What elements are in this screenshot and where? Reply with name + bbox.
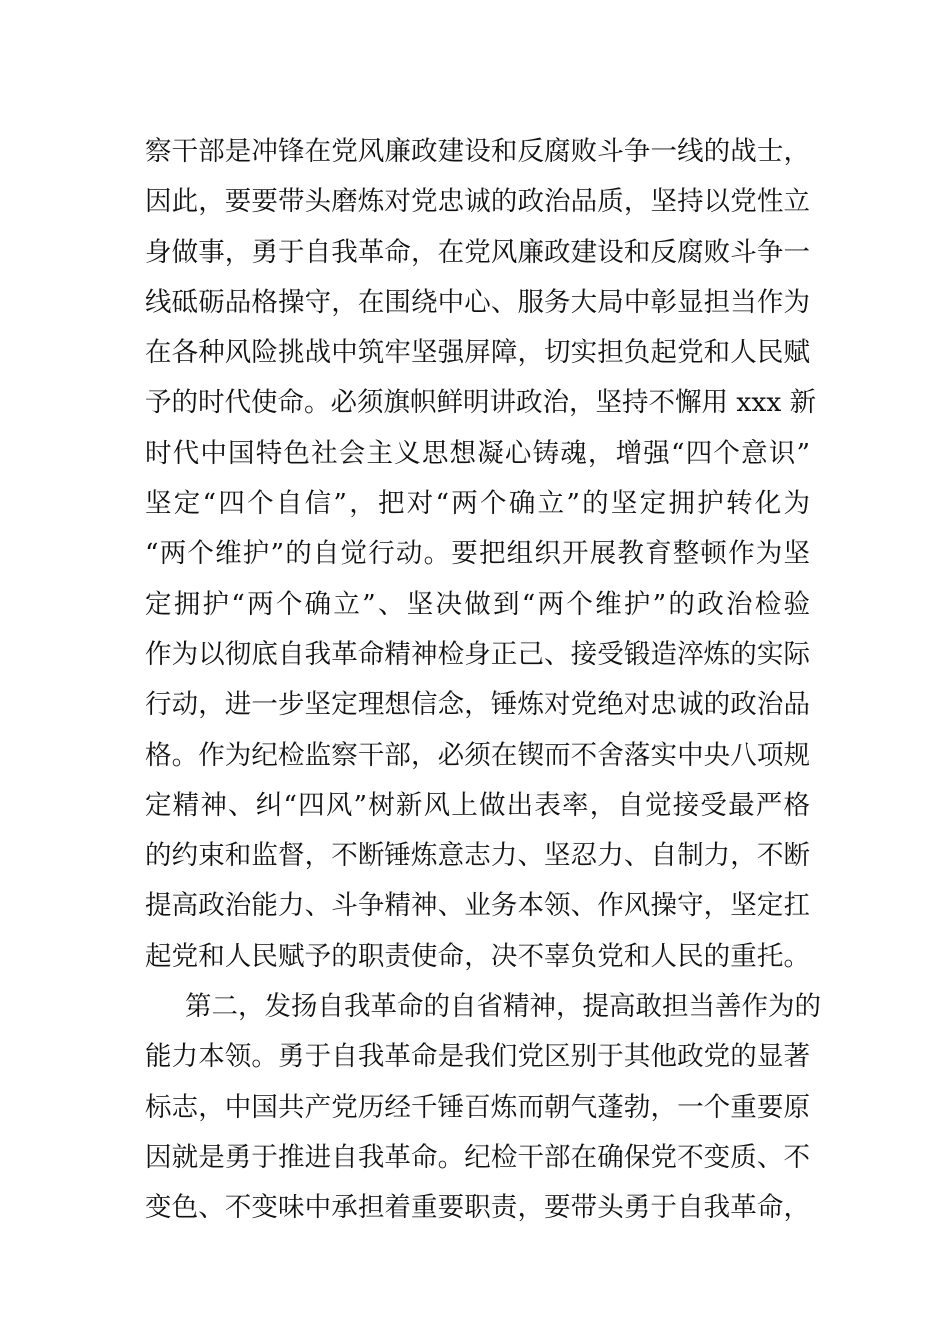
text-line: 身做事，勇于自我革命，在党风廉政建设和反腐败斗争一 (145, 236, 810, 268)
text-line: “两个维护”的自觉行动。要把组织开展教育整顿作为坚 (145, 538, 810, 570)
text-line: 因就是勇于推进自我革命。纪检干部在确保党不变质、不 (145, 1141, 810, 1173)
text-line: 变色、不变味中承担着重要职责，要带头勇于自我革命， (145, 1192, 810, 1224)
text-line: 定拥护“两个确立”、坚决做到“两个维护”的政治检验 (145, 588, 810, 620)
text-line: 能力本领。勇于自我革命是我们党区别于其他政党的显著 (145, 1041, 810, 1073)
text-line: 的约束和监督，不断锤炼意志力、坚忍力、自制力，不断 (145, 840, 810, 872)
text-line: 格。作为纪检监察干部，必须在锲而不舍落实中央八项规 (145, 739, 810, 771)
text-line: 起党和人民赋予的职责使命，决不辜负党和人民的重托。 (145, 940, 810, 972)
paragraph-start-line: 第二，发扬自我革命的自省精神，提高敢担当善作为的 (185, 991, 821, 1023)
text-line: 坚定“四个自信”，把对“两个确立”的坚定拥护转化为 (145, 488, 810, 520)
text-line: 标志，中国共产党历经千锤百炼而朝气蓬勃，一个重要原 (145, 1091, 810, 1123)
text-line: 线砥砺品格操守，在围绕中心、服务大局中彰显担当作为 (145, 286, 810, 318)
text-line: 定精神、纠“四风”树新风上做出表率，自觉接受最严格 (145, 789, 810, 821)
text-line: 予的时代使命。必须旗帜鲜明讲政治，坚持不懈用 xxx 新 (145, 387, 817, 419)
text-line: 因此，要要带头磨炼对党忠诚的政治品质，坚持以党性立 (145, 186, 810, 218)
text-line: 行动，进一步坚定理想信念，锤炼对党绝对忠诚的政治品 (145, 689, 810, 721)
body-text (145, 127, 821, 1234)
text-line: 提高政治能力、斗争精神、业务本领、作风操守，坚定扛 (145, 890, 810, 922)
text-line: 察干部是冲锋在党风廉政建设和反腐败斗争一线的战士， (145, 136, 810, 167)
text-line: 时代中国特色社会主义思想凝心铸魂，增强“四个意识” (145, 437, 810, 469)
text-line: 在各种风险挑战中筑牢坚强屏障，切实担负起党和人民赋 (145, 337, 810, 369)
text-line: 作为以彻底自我革命精神检身正己、接受锻造淬炼的实际 (145, 638, 810, 670)
